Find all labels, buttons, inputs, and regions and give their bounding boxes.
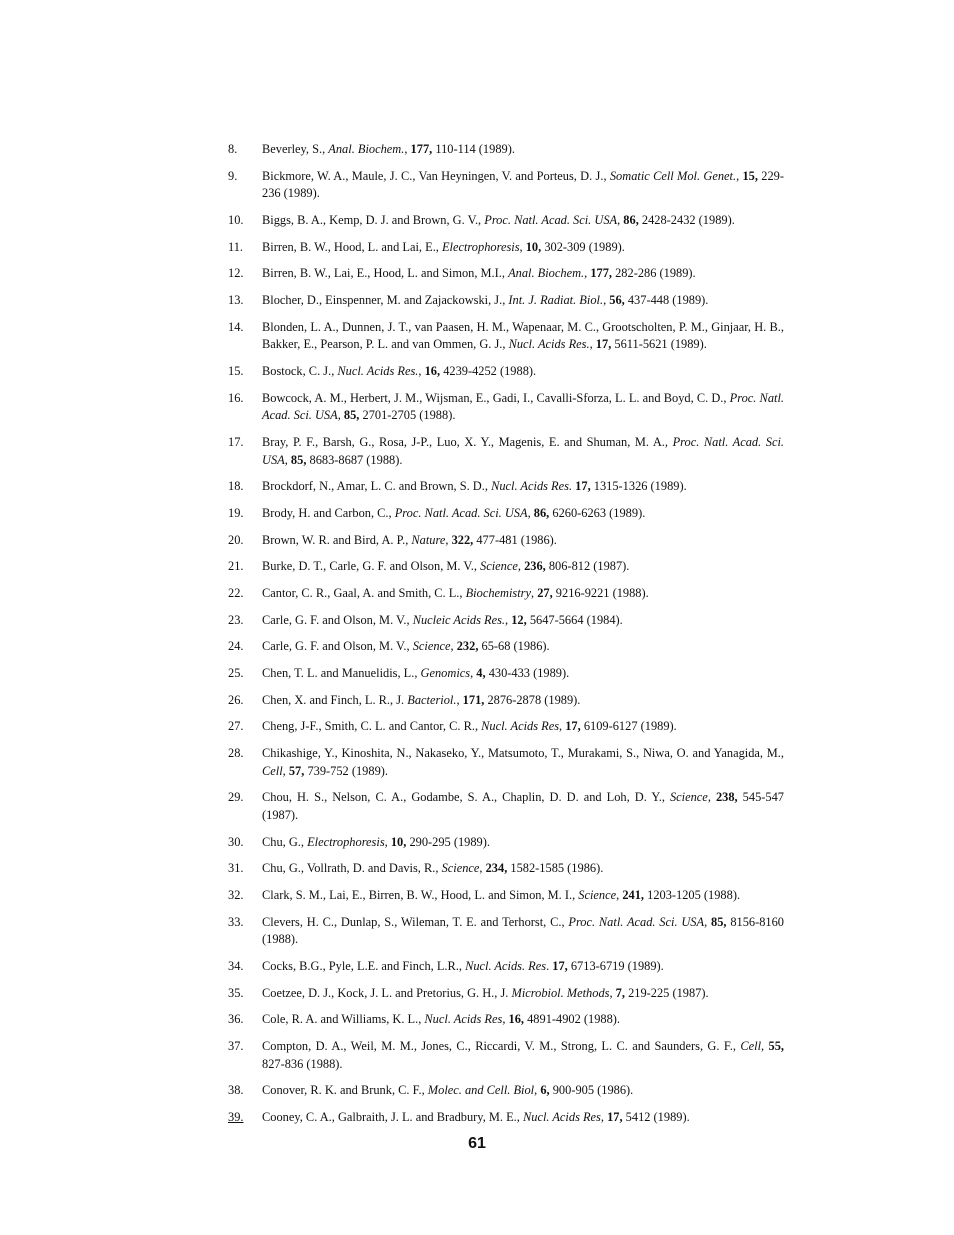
citation-text: Coetzee, D. J., Kock, J. L. and Pretorius, G. H., J. [262, 985, 512, 1000]
reference-text [262, 435, 784, 467]
reference-number: 31. [228, 861, 244, 876]
reference-number: 27. [228, 719, 244, 734]
journal-name: Electrophoresis [307, 834, 385, 849]
journal-name: Nucl. Acids Res [522, 1110, 601, 1125]
citation-text: , [337, 408, 344, 423]
citation-text: Bray, P. F., Barsh, G., Rosa, J-P., Luo, X. Y., Magenis, E. and Shuman, M. A., [262, 434, 673, 449]
citation-text: Blocher, D., Einspenner, M. and Zajackowski, J., [262, 293, 509, 308]
citation-text: , [609, 985, 616, 1000]
reference-number: 17. [228, 434, 244, 449]
volume-number: 85, [711, 914, 727, 929]
reference-text [262, 1012, 620, 1026]
reference-number: 20. [228, 532, 244, 547]
reference-text [262, 479, 687, 493]
citation-text: , [282, 763, 289, 778]
reference-text [262, 293, 708, 307]
journal-name: Int. J. Radiat. Biol. [508, 293, 604, 308]
reference-item [228, 265, 784, 283]
reference-item [228, 168, 784, 203]
citation-text: 739-752 (1989). [304, 763, 388, 778]
reference-item [228, 638, 784, 656]
reference-text [262, 915, 784, 947]
citation-text: . [546, 959, 553, 974]
citation-text: 219-225 (1987). [624, 985, 709, 1000]
journal-name: Nucleic Acids Res. [412, 612, 506, 627]
citation-text: Brown, W. R. and Bird, A. P., [262, 532, 412, 547]
citation-text: 6713-6719 (1989). [567, 959, 664, 974]
reference-item [228, 319, 784, 354]
reference-text [262, 213, 735, 227]
reference-text [262, 861, 603, 875]
reference-number: 30. [228, 834, 244, 849]
reference-text [262, 1083, 633, 1097]
citation-text: 302-309 (1989). [541, 239, 625, 254]
journal-name: Proc. Natl. Acad. Sci. USA [568, 914, 705, 929]
volume-number: 7, [615, 985, 625, 1000]
journal-name: Anal. Biochem. [328, 142, 405, 156]
citation-text: , [502, 1012, 509, 1027]
reference-item [228, 558, 784, 576]
citation-text: , [736, 168, 743, 183]
citation-text: Conover, R. K. and Brunk, C. F., [262, 1083, 428, 1098]
citation-text: Bostock, C. J., [262, 364, 338, 378]
reference-text [262, 986, 709, 1000]
reference-number: 24. [228, 639, 244, 654]
journal-name: Somatic Cell Mol. Genet. [609, 168, 737, 183]
volume-number: 17, [595, 337, 612, 352]
citation-text: , [617, 212, 624, 227]
reference-item [228, 692, 784, 710]
reference-number: 9. [228, 168, 238, 183]
reference-item [228, 363, 784, 381]
reference-text [262, 835, 490, 849]
citation-text: , [704, 914, 711, 929]
citation-text: , [404, 142, 411, 156]
volume-number: 4, [476, 666, 486, 681]
citation-text: 1203-1205 (1988). [644, 888, 741, 903]
reference-item [228, 612, 784, 630]
reference-text [262, 959, 664, 973]
citation-text: 4239-4252 (1988). [440, 364, 537, 378]
citation-text: , [517, 559, 525, 574]
reference-list [228, 141, 784, 1136]
reference-number: 34. [228, 959, 244, 974]
citation-text: 806-812 (1987). [545, 559, 630, 574]
citation-text: Chu, G., Vollrath, D. and Davis, R., [262, 861, 442, 876]
reference-item [228, 1109, 784, 1127]
reference-item [228, 665, 784, 683]
reference-item [228, 789, 784, 824]
reference-number: 19. [228, 505, 244, 520]
volume-number: 56, [609, 293, 625, 308]
journal-name: Nucl. Acids Res [481, 719, 560, 734]
volume-number: 177, [410, 142, 433, 156]
reference-item [228, 914, 784, 949]
citation-text: Carle, G. F. and Olson, M. V., [262, 639, 413, 654]
volume-number: 12, [511, 612, 527, 627]
journal-name: Science [480, 559, 518, 574]
citation-text: 477-481 (1986). [473, 532, 557, 547]
citation-text: , [603, 293, 610, 308]
citation-text: , [584, 266, 591, 281]
journal-name: Cell [740, 1039, 762, 1054]
reference-text [262, 790, 784, 822]
reference-number: 28. [228, 746, 244, 761]
volume-number: 322, [451, 532, 474, 547]
reference-text [262, 559, 629, 573]
reference-text [262, 240, 625, 254]
citation-text: 8156-8160 (1988). [262, 914, 785, 947]
journal-name: Nucl. Acids Res. [491, 479, 573, 494]
reference-text [262, 666, 569, 680]
reference-item [228, 1082, 784, 1100]
reference-item [228, 585, 784, 603]
citation-text: Chen, T. L. and Manuelidis, L., [262, 666, 421, 681]
citation-text: , [616, 888, 623, 903]
citation-text: 1315-1326 (1989). [590, 479, 687, 494]
citation-text: , [761, 1039, 769, 1054]
citation-text: 290-295 (1989). [406, 834, 490, 849]
citation-text: , [418, 364, 425, 378]
citation-text: , [479, 861, 486, 876]
reference-text [262, 586, 649, 600]
reference-item [228, 239, 784, 257]
volume-number: 241, [622, 888, 645, 903]
reference-number: 38. [228, 1083, 244, 1098]
volume-number: 27, [537, 586, 553, 600]
citation-text: Clark, S. M., Lai, E., Birren, B. W., Hood, L. and Simon, M. I., [262, 888, 579, 903]
volume-number: 85, [343, 408, 360, 423]
citation-text: Biggs, B. A., Kemp, D. J. and Brown, G. V., [262, 212, 485, 227]
journal-name: Proc. Natl. Acad. Sci. USA [484, 212, 618, 227]
reference-text [262, 391, 784, 423]
volume-number: 55, [768, 1039, 785, 1054]
reference-number: 14. [228, 319, 244, 334]
citation-text: Cole, R. A. and Williams, K. L., [262, 1012, 425, 1027]
citation-text: Brockdorf, N., Amar, L. C. and Brown, S. D., [262, 479, 492, 494]
journal-name: Electrophoresis [441, 239, 520, 254]
citation-text: , [589, 337, 596, 352]
journal-name: Nucl. Acids Res. [508, 337, 590, 352]
journal-name: Science [412, 639, 451, 654]
reference-text [262, 169, 784, 201]
reference-item [228, 434, 784, 469]
journal-name: Bacteriol. [407, 692, 457, 707]
reference-number: 11. [228, 239, 244, 254]
reference-text [262, 1039, 784, 1071]
citation-text: , [445, 532, 452, 547]
citation-text: 545-547 (1987). [262, 790, 784, 822]
journal-name: Nature [411, 532, 446, 547]
reference-text [262, 693, 580, 707]
reference-number: 21. [228, 559, 244, 574]
citation-text: 110-114 (1989). [432, 142, 515, 156]
volume-number: 17, [552, 959, 568, 974]
page-number: 61 [468, 1135, 486, 1152]
volume-number: 10, [390, 834, 407, 849]
journal-name: Cell [262, 763, 283, 778]
citation-text: 2428-2432 (1989). [638, 212, 735, 227]
reference-text [262, 266, 696, 280]
reference-text [262, 613, 623, 627]
reference-item [228, 505, 784, 523]
citation-text: Beverley, S., [262, 142, 329, 156]
reference-text [262, 533, 557, 547]
citation-text: , [531, 586, 538, 600]
journal-name: Molec. and Cell. Biol [427, 1083, 535, 1098]
citation-text: Chu, G., [262, 834, 308, 849]
reference-item [228, 1038, 784, 1073]
volume-number: 171, [462, 692, 485, 707]
citation-text: Blonden, L. A., Dunnen, J. T., van Paasen, H. M., Wapenaar, M. C., Grootscholten, P. M., Ginjaar, H. B., Bakker, E., Pearson, P. L. and van Ommen, G. J., [262, 319, 784, 352]
citation-text: Compton, D. A., Weil, M. M., Jones, C., Riccardi, V. M., Strong, L. C. and Saunders, G. F., [262, 1039, 741, 1054]
citation-text: 9216-9221 (1988). [552, 586, 649, 600]
citation-text: , [707, 790, 716, 805]
citation-text: 5647-5664 (1984). [526, 612, 623, 627]
reference-item [228, 532, 784, 550]
reference-item [228, 860, 784, 878]
reference-text [262, 142, 515, 156]
citation-text: , [505, 612, 512, 627]
journal-name: Anal. Biochem. [508, 266, 585, 281]
volume-number: 10, [525, 239, 542, 254]
citation-text: , [559, 719, 566, 734]
reference-number: 23. [228, 612, 244, 627]
reference-number: 22. [228, 586, 244, 600]
reference-number: 32. [228, 888, 244, 903]
volume-number: 16, [508, 1012, 525, 1027]
reference-text [262, 320, 784, 352]
citation-text: Carle, G. F. and Olson, M. V., [262, 612, 413, 627]
citation-text: 4891-4902 (1988). [524, 1012, 621, 1027]
reference-text [262, 888, 740, 902]
reference-item [228, 745, 784, 780]
volume-number: 234, [485, 861, 508, 876]
volume-number: 177, [590, 266, 613, 281]
reference-item [228, 390, 784, 425]
reference-number: 39. [228, 1110, 244, 1125]
volume-number: 86, [533, 505, 550, 520]
reference-text [262, 1110, 690, 1124]
volume-number: 6, [540, 1083, 550, 1098]
reference-item [228, 985, 784, 1003]
citation-text: Birren, B. W., Hood, L. and Lai, E., [262, 239, 442, 254]
reference-text [262, 506, 645, 520]
reference-item [228, 292, 784, 310]
reference-number: 29. [228, 790, 244, 805]
citation-text: 6260-6263 (1989). [549, 505, 646, 520]
reference-item [228, 958, 784, 976]
citation-text: 5611-5621 (1989). [611, 337, 707, 352]
citation-text: , [534, 1083, 541, 1098]
reference-number: 33. [228, 914, 244, 929]
volume-number: 57, [288, 763, 305, 778]
citation-text: 229-236 (1989). [262, 168, 784, 201]
citation-text: , [527, 505, 534, 520]
reference-text [262, 746, 784, 778]
citation-text: Cooney, C. A., Galbraith, J. L. and Bradbury, M. E., [262, 1110, 523, 1125]
journal-name: Science [669, 790, 708, 805]
citation-text: 1582-1585 (1986). [507, 861, 604, 876]
citation-text: Chikashige, Y., Kinoshita, N., Nakaseko, Y., Matsumoto, T., Murakami, S., Niwa, O. and Yanagida, M., [262, 746, 784, 761]
citation-text: Chen, X. and Finch, L. R., J. [262, 692, 408, 707]
citation-text: 900-905 (1986). [549, 1083, 634, 1098]
citation-text: 282-286 (1989). [612, 266, 696, 281]
reference-item [228, 478, 784, 496]
volume-number: 16, [424, 364, 441, 378]
reference-number: 35. [228, 985, 244, 1000]
reference-number: 13. [228, 293, 244, 308]
citation-text: 5412 (1989). [622, 1110, 690, 1125]
reference-item [228, 887, 784, 905]
citation-text: Brody, H. and Carbon, C., [262, 505, 395, 520]
citation-text: 430-433 (1989). [485, 666, 570, 681]
reference-number: 37. [228, 1039, 244, 1054]
reference-number: 25. [228, 666, 244, 681]
volume-number: 15, [742, 168, 758, 183]
journal-name: Genomics [420, 666, 471, 681]
citation-text: , [519, 239, 526, 254]
citation-text: Clevers, H. C., Dunlap, S., Wileman, T. E. and Terhorst, C., [262, 914, 569, 929]
reference-text [262, 639, 550, 653]
citation-text: 437-448 (1989). [624, 293, 709, 308]
citation-text: Cheng, J-F., Smith, C. L. and Cantor, C. R., [262, 719, 482, 734]
journal-name: Science [578, 888, 617, 903]
citation-text: , [384, 834, 391, 849]
citation-text: Bowcock, A. M., Herbert, J. M., Wijsman, E., Gadi, I., Cavalli-Sforza, L. L. and Boyd, C. D., [262, 390, 730, 405]
citation-text: Bickmore, W. A., Maule, J. C., Van Heyningen, V. and Porteus, D. J., [262, 168, 610, 183]
citation-text: Burke, D. T., Carle, G. F. and Olson, M. V., [262, 559, 481, 574]
journal-name: Nucl. Acids Res. [337, 364, 419, 378]
reference-number: 26. [228, 692, 244, 707]
citation-text: , [284, 452, 291, 467]
reference-number: 36. [228, 1012, 244, 1027]
volume-number: 17, [607, 1110, 623, 1125]
citation-text: , [470, 666, 477, 681]
citation-text: 6109-6127 (1989). [580, 719, 677, 734]
reference-number: 12. [228, 266, 244, 281]
reference-item [228, 212, 784, 230]
journal-name: Nucl. Acids. Res [465, 959, 547, 974]
journal-name: Nucl. Acids Res [424, 1012, 503, 1027]
reference-number: 15. [228, 364, 244, 378]
reference-number: 16. [228, 390, 244, 405]
reference-number: 10. [228, 212, 244, 227]
citation-text: 827-836 (1988). [262, 1056, 343, 1071]
journal-name: Microbiol. Methods [511, 985, 610, 1000]
journal-name: Science [441, 861, 480, 876]
journal-name: Biochemistry [465, 586, 531, 600]
reference-item [228, 718, 784, 736]
volume-number: 85, [290, 452, 307, 467]
reference-item [228, 834, 784, 852]
volume-number: 232, [456, 639, 479, 654]
reference-text [262, 364, 536, 378]
volume-number: 236, [524, 559, 546, 574]
citation-text: 65-68 (1986). [478, 639, 550, 654]
citation-text: 8683-8687 (1988). [306, 452, 403, 467]
journal-name: Proc. Natl. Acad. Sci. USA [262, 434, 784, 467]
citation-text: Chou, H. S., Nelson, C. A., Godambe, S. A., Chaplin, D. D. and Loh, D. Y., [262, 790, 670, 805]
citation-text: Cantor, C. R., Gaal, A. and Smith, C. L., [262, 586, 466, 600]
citation-text: , [600, 1110, 608, 1125]
journal-name: Proc. Natl. Acad. Sci. USA [262, 390, 784, 423]
citation-text: 2701-2705 (1988). [359, 408, 456, 423]
citation-text: , [456, 692, 463, 707]
reference-text [262, 719, 677, 733]
journal-name: Proc. Natl. Acad. Sci. USA [394, 505, 528, 520]
volume-number: 17, [565, 719, 581, 734]
reference-number: 18. [228, 479, 244, 494]
citation-text: 2876-2878 (1989). [484, 692, 581, 707]
volume-number: 17, [575, 479, 591, 494]
citation-text: , [450, 639, 457, 654]
reference-item [228, 1011, 784, 1029]
citation-text: Birren, B. W., Lai, E., Hood, L. and Simon, M.I., [262, 266, 509, 281]
reference-number: 8. [228, 142, 238, 156]
volume-number: 86, [623, 212, 639, 227]
citation-text: Cocks, B.G., Pyle, L.E. and Finch, L.R., [262, 959, 466, 974]
reference-item [228, 141, 784, 159]
volume-number: 238, [715, 790, 738, 805]
